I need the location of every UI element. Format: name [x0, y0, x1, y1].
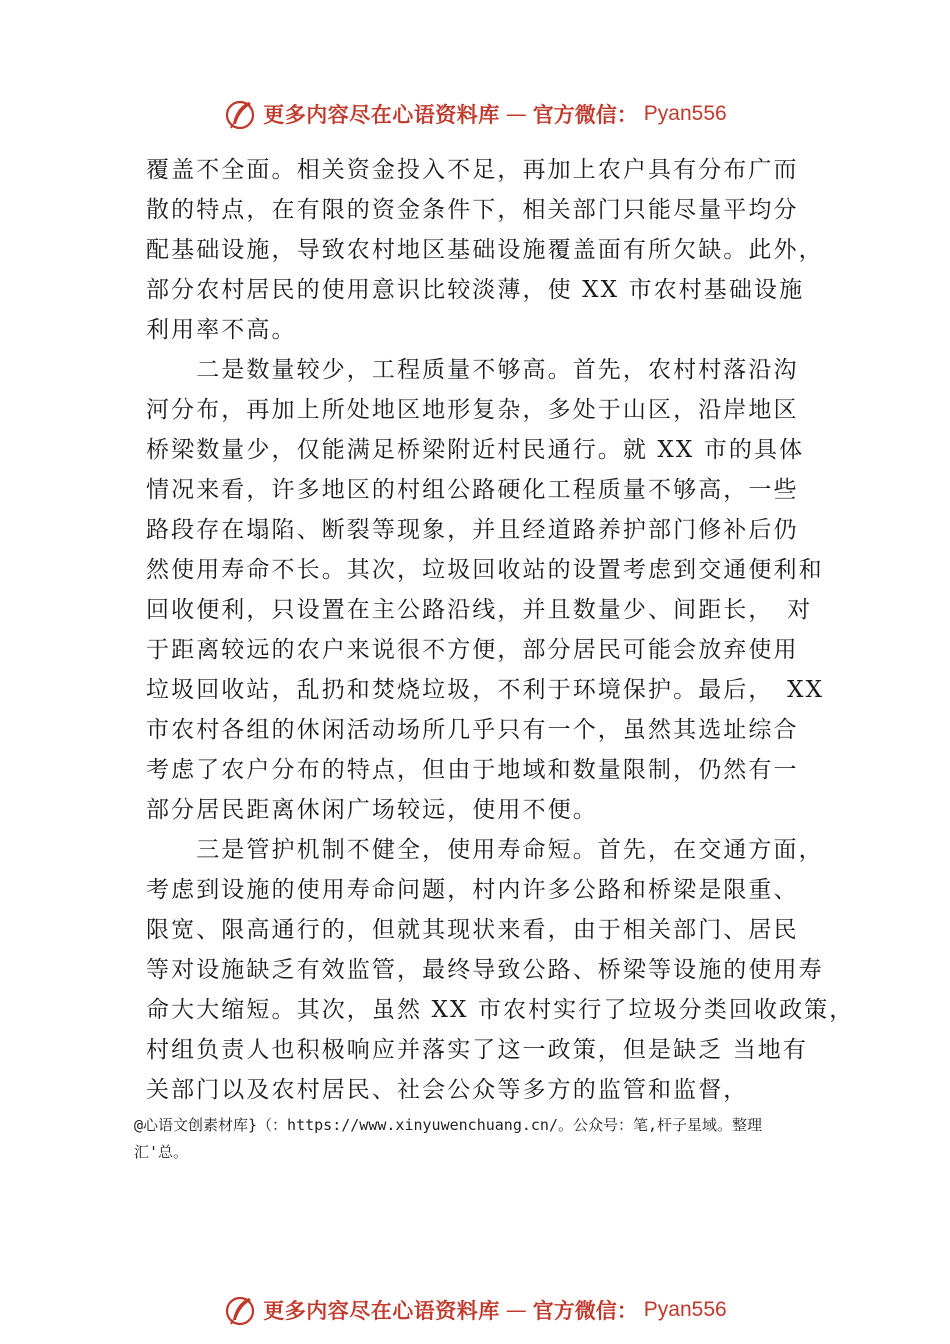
banner-dash: — — [505, 102, 527, 126]
text-line: 垃圾回收站，乱扔和焚烧垃圾，不利于环境保护。最后， XX — [146, 677, 825, 703]
text-line: 于距离较远的农户来说很不方便，部分居民可能会放弃使用 — [146, 637, 799, 663]
text-line: 关部门以及农村居民、社会公众等多方的监管和监督， — [146, 1077, 749, 1103]
text-line: 等对设施缺乏有效监管，最终导致公路、桥梁等设施的使用寿 — [146, 957, 824, 983]
document-body — [146, 150, 855, 1110]
text-line: 村组负责人也积极响应并落实了这一政策，但是缺乏 当地有 — [146, 1037, 809, 1063]
text-line: 利用率不高。 — [146, 317, 297, 343]
source-footnote — [134, 1112, 834, 1166]
text-line: 情况来看，许多地区的村组公路硬化工程质量不够高，一些 — [146, 477, 799, 503]
footnote-line: 汇'总。 — [134, 1143, 189, 1161]
text-line: 部分农村居民的使用意识比较淡薄，使 XX 市农村基础设施 — [146, 277, 805, 303]
banner-dash: — — [505, 1298, 527, 1322]
text-line: 三是管护机制不健全，使用寿命短。首先，在交通方面， — [146, 837, 824, 863]
quill-logo-icon — [223, 1293, 257, 1327]
banner-wechat-label: 官方微信： — [532, 102, 638, 127]
text-line: 部分居民距离休闲广场较远，使用不便。 — [146, 797, 598, 823]
text-line: 限宽、限高通行的，但就其现状来看，由于相关部门、居民 — [146, 917, 799, 943]
text-line: 覆盖不全面。相关资金投入不足，再加上农户具有分布广而 — [146, 157, 799, 183]
text-line: 回收便利，只设置在主公路沿线，并且数量少、间距长， 对 — [146, 597, 813, 623]
footer-banner — [0, 1290, 950, 1330]
text-line: 二是数量较少，工程质量不够高。首先，农村村落沿沟 — [146, 357, 799, 383]
text-line: 散的特点，在有限的资金条件下，相关部门只能尽量平均分 — [146, 197, 799, 223]
text-line: 然使用寿命不长。其次，垃圾回收站的设置考虑到交通便利和 — [146, 557, 824, 583]
text-line: 河分布，再加上所处地区地形复杂，多处于山区，沿岸地区 — [146, 397, 799, 423]
text-line: 桥梁数量少，仅能满足桥梁附近村民通行。就 XX 市的具体 — [146, 437, 805, 463]
footnote-line: @心语文创素材库}（：https://www.xinyuwenchuang.cn/。公众号：笔,杆子星域。整理 — [134, 1116, 763, 1134]
text-line: 市农村各组的休闲活动场所几乎只有一个，虽然其选址综合 — [146, 717, 799, 743]
banner-wechat-label: 官方微信： — [532, 1298, 638, 1323]
banner-text: 更多内容尽在心语资料库 — [263, 102, 500, 127]
text-line: 路段存在塌陷、断裂等现象，并且经道路养护部门修补后仍 — [146, 517, 799, 543]
text-line: 考虑到设施的使用寿命问题，村内许多公路和桥梁是限重、 — [146, 877, 799, 903]
text-line: 考虑了农户分布的特点，但由于地域和数量限制，仍然有一 — [146, 757, 799, 783]
banner-wechat-id: Pyan556 — [643, 1298, 727, 1321]
banner-wechat-id: Pyan556 — [643, 102, 727, 125]
text-line: 命大大缩短。其次，虽然 XX 市农村实行了垃圾分类回收政策， — [146, 997, 855, 1023]
text-line: 配基础设施，导致农村地区基础设施覆盖面有所欠缺。此外， — [146, 237, 824, 263]
banner-text: 更多内容尽在心语资料库 — [263, 1298, 500, 1323]
quill-logo-icon — [223, 97, 257, 131]
header-banner — [0, 94, 950, 134]
